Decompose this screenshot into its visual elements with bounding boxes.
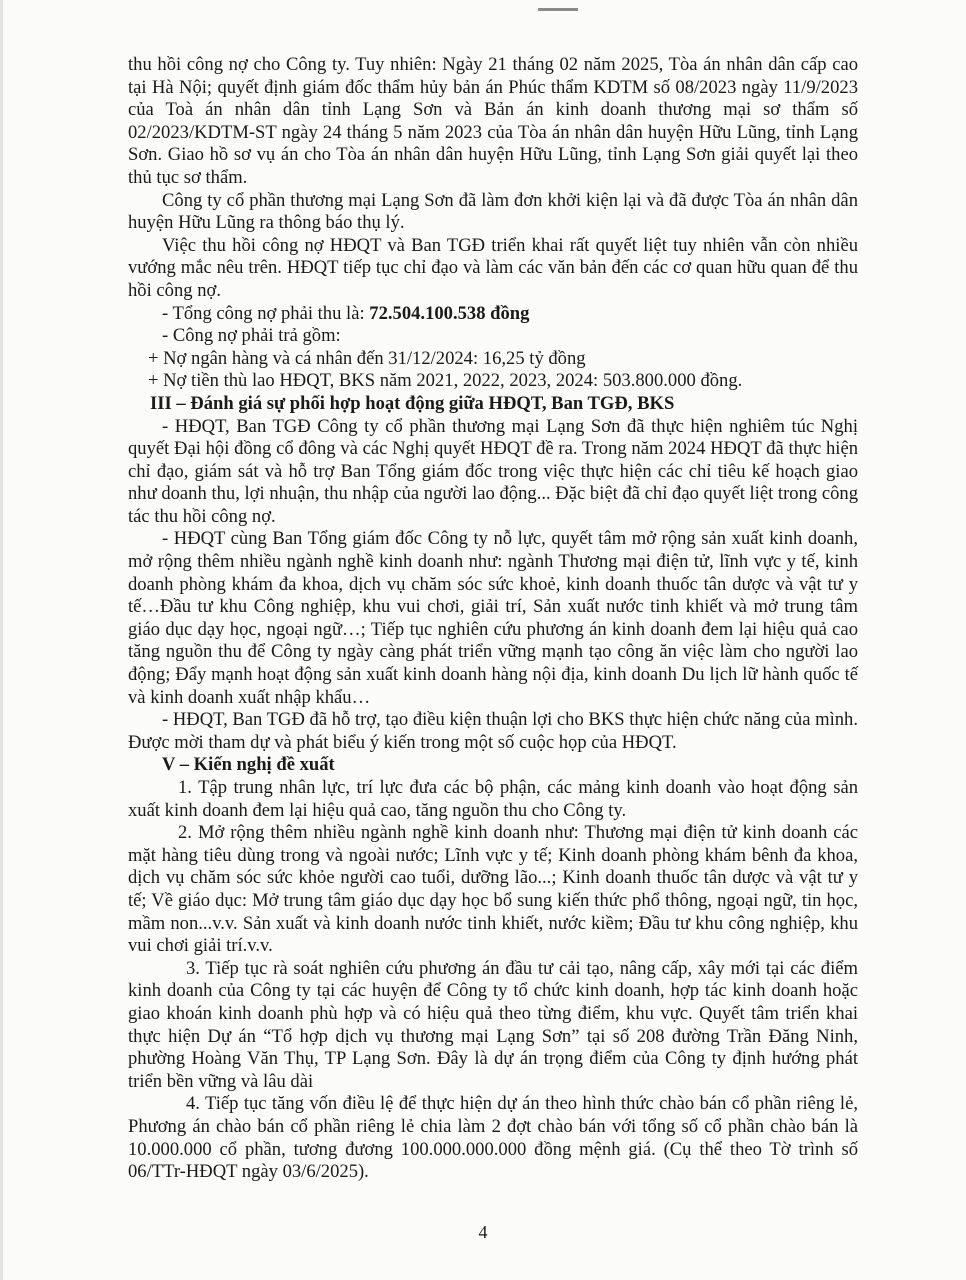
recommendation-1: 1. Tập trung nhân lực, trí lực đưa các bộ phận, các mảng kinh doanh vào hoạt động sản xuất kinh doanh đem lại hiệu quả cao, tăng nguồn thu cho Công ty. [128,777,858,821]
section-heading-v: V – Kiến nghị đề xuất [162,754,335,776]
paragraph-lawsuit: Công ty cổ phần thương mại Lạng Sơn đã làm đơn khởi kiện lại và đã được Tòa án nhân dân huyện Hữu Lũng ra thông báo thụ lý. [128,189,858,234]
recommendation-4: 4. Tiếp tục tăng vốn điều lệ để thực hiện dự án theo hình thức chào bán cổ phần riêng lẻ, Phương án chào bán cổ phần riêng lẻ chia làm 2 đợt chào bán với tổng số cổ phần chào bán là 10.000.000 cổ phần, tương đương 100.000.000.000 đồng mệnh giá. (Cụ thể theo Tờ trình số 06/TTr-HĐQT ngày 03/6/2025). [128,1093,858,1183]
receivables-amount: 72.504.100.538 đồng [369,302,530,324]
payables-line: - Công nợ phải trả gồm: [162,325,341,347]
receivables-line [128,303,858,326]
scan-mark [538,8,578,11]
receivables-label: - Tổng công nợ phải thu là: [162,302,370,324]
paragraph-court-ruling: thu hồi công nợ cho Công ty. Tuy nhiên: Ngày 21 tháng 02 năm 2025, Tòa án nhân dân cấp cao tại Hà Nội; quyết định giám đốc thẩm hủy bản án Phúc thẩm KDTM số 08/2023 ngày 11/9/2023 của Toà án nhân dân tỉnh Lạng Sơn và Bản án kinh doanh thương mại sơ thẩm số 02/2023/KDTM-ST ngày 24 tháng 5 năm 2023 của Tòa án nhân dân huyện Hữu Lũng, tỉnh Lạng Sơn. Giao hồ sơ vụ án cho Tòa án nhân dân huyện Hữu Lũng, tỉnh Lạng Sơn giải quyết lại theo thủ tục sơ thẩm. [128,54,858,188]
recommendation-2: 2. Mở rộng thêm nhiều ngành nghề kinh doanh như: Thương mại điện tử kinh doanh các mặt hàng tiêu dùng trong và ngoài nước; Lĩnh vực y tế; Kinh doanh phòng khám bênh đa khoa, dịch vụ chăm sóc sức khỏe người cao tuổi, dưỡng lão...; Kinh doanh thuốc tân dược và vật tư y tế; Về giáo dục: Mở trung tâm giáo dục dạy học bổ sung kiến thức phổ thông, ngoại ngữ, tin học, mầm non...v.v. Sản xuất và kinh doanh nước tinh khiết, nước kiềm; Đầu tư khu công nghiệp, khu vui chơi giải trí.v.v. [128,822,858,957]
recommendation-3: 3. Tiếp tục rà soát nghiên cứu phương án đầu tư cải tạo, nâng cấp, xây mới tại các điểm kinh doanh của Công ty tại các huyện để Công ty tổ chức kinh doanh, hợp tác kinh doanh hoặc giao khoán kinh doanh phù hợp và có hiệu quả theo từng điểm, khu vực. Quyết tâm triển khai thực hiện Dự án “Tổ hợp dịch vụ thương mại Lạng Sơn” tại số 208 đường Trần Đăng Ninh, phường Hoàng Văn Thụ, TP Lạng Sơn. Đây là dự án trọng điểm của Công ty định hướng phát triển bền vững và lâu dài [128,957,858,1092]
payables-remuneration-line: + Nợ tiền thù lao HĐQT, BKS năm 2021, 2022, 2023, 2024: 503.800.000 đồng. [148,370,743,392]
scan-edge [0,0,3,1280]
paragraph-coordination-1: - HĐQT, Ban TGĐ Công ty cổ phần thương mại Lạng Sơn đã thực hiện nghiêm túc Nghị quyết Đại hội đồng cổ đông và các Nghị quyết HĐQT đề ra. Trong năm 2024 HĐQT đã thực hiện chỉ đạo, giám sát và hỗ trợ Ban Tổng giám đốc trong việc thực hiện các chỉ tiêu kế hoạch giao như doanh thu, lợi nhuận, thu nhập của người lao động... Đặc biệt đã chỉ đạo quyết liệt trong công tác thu hồi công nợ. [128,415,858,527]
paragraph-coordination-3: - HĐQT, Ban TGĐ đã hỗ trợ, tạo điều kiện thuận lợi cho BKS thực hiện chức năng của mình. Được mời tham dự và phát biểu ý kiến trong một số cuộc họp của HĐQT. [128,709,858,753]
paragraph-debt-recovery: Việc thu hồi công nợ HĐQT và Ban TGĐ triển khai rất quyết liệt tuy nhiên vẫn còn nhiều vướng mắc nêu trên. HĐQT tiếp tục chỉ đạo và làm các văn bản đến các cơ quan hữu quan để thu hồi công nợ. [128,234,858,301]
page-number: 4 [478,1222,488,1242]
payables-bank-line: + Nợ ngân hàng và cá nhân đến 31/12/2024: 16,25 tỷ đồng [148,347,586,369]
document-body [128,54,858,1184]
paragraph-coordination-2: - HĐQT cùng Ban Tổng giám đốc Công ty nỗ lực, quyết tâm mở rộng sản xuất kinh doanh, mở rộng thêm nhiều ngành nghề kinh doanh như: ngành Thương mại điện tử, lĩnh vực y tế, kinh doanh phòng khám đa khoa, dịch vụ chăm sóc sức khoẻ, kinh doanh thuốc tân dược và vật tư y tế…Đầu tư khu Công nghiệp, khu vui chơi, giải trí, Sản xuất nước tinh khiết và mở trung tâm giáo dục dạy học, ngoại ngữ…; Tiếp tục nghiên cứu phương án kinh doanh đem lại hiệu quả cao tăng nguồn thu để Công ty ngày càng phát triển vững mạnh tạo công ăn việc làm cho người lao động; Đẩy mạnh hoạt động sản xuất kinh doanh hàng nội địa, kinh doanh Du lịch lữ hành quốc tế và kinh doanh xuất nhập khẩu… [128,528,858,708]
section-heading-iii: III – Đánh giá sự phối hợp hoạt động giữa HĐQT, Ban TGĐ, BKS [150,392,675,414]
